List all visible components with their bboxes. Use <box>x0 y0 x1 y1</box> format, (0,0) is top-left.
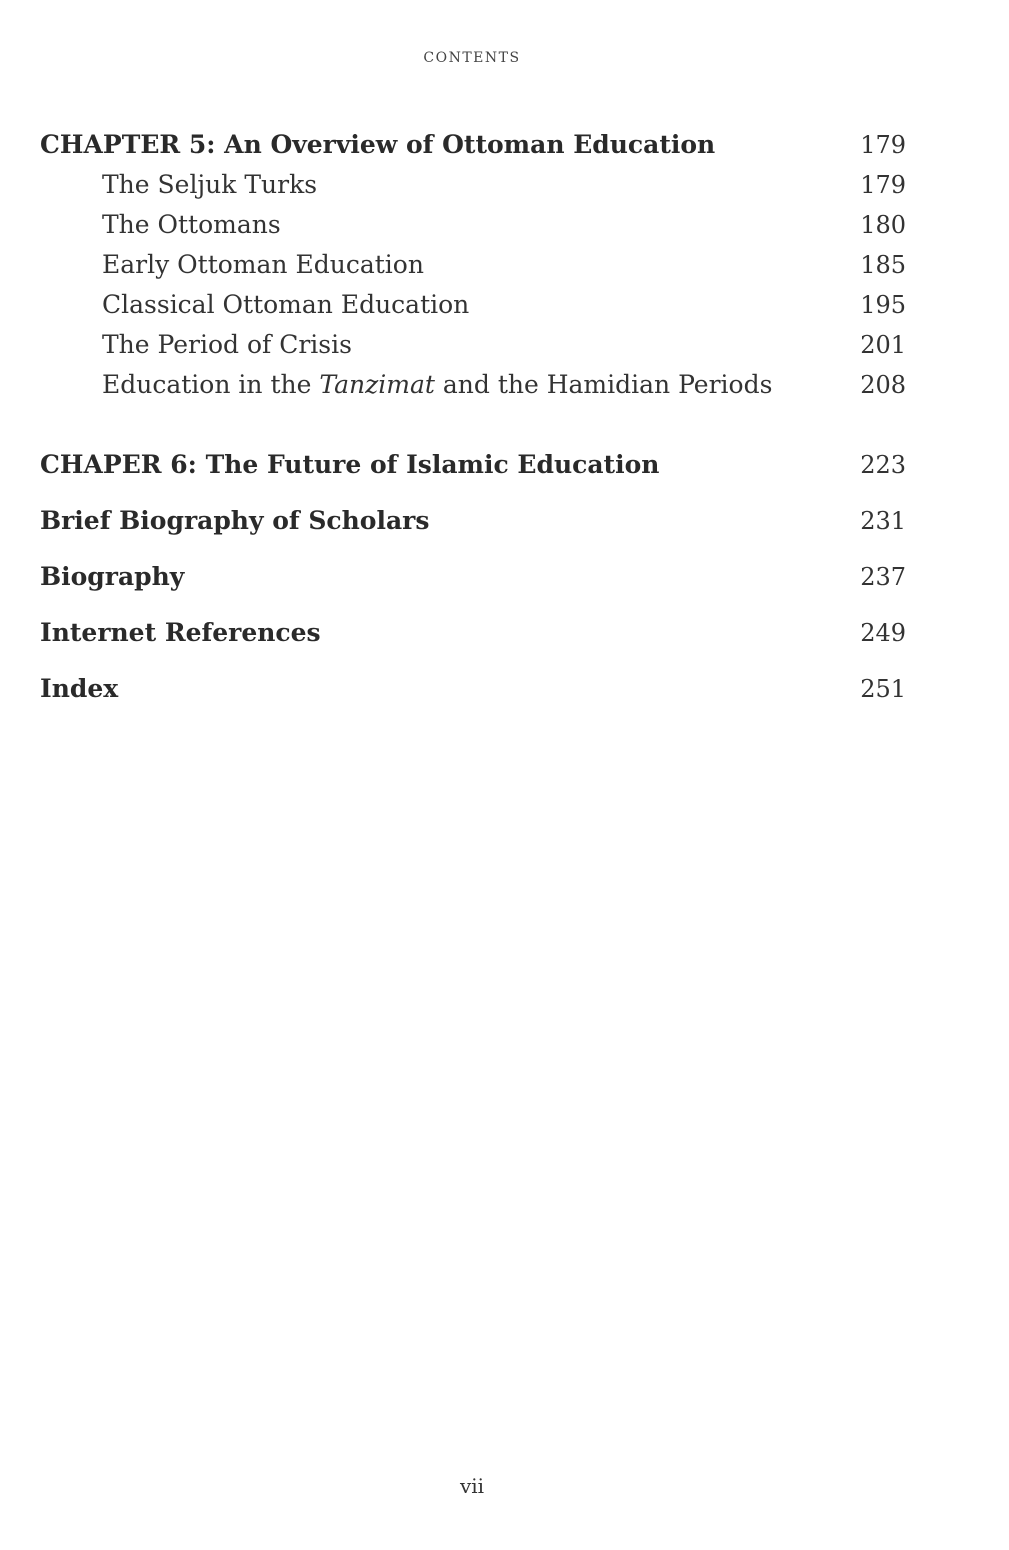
section-title: The Period of Crisis <box>102 330 352 359</box>
entry-title: Index <box>40 674 119 703</box>
section-title: The Ottomans <box>102 210 281 239</box>
toc-brief-biography[interactable] <box>40 501 906 541</box>
page-number: 201 <box>860 331 906 359</box>
toc-chapter-5[interactable] <box>40 125 906 165</box>
page-number: 179 <box>860 131 906 159</box>
section-title: Classical Ottoman Education <box>102 290 470 319</box>
toc-section[interactable] <box>40 205 906 245</box>
page-folio: vii <box>459 1474 485 1498</box>
section-title: Early Ottoman Education <box>102 250 424 279</box>
page-number: 249 <box>860 619 906 647</box>
page-number: 208 <box>860 371 906 399</box>
toc-internet-references[interactable] <box>40 613 906 653</box>
section-title-part: and the Hamidian Periods <box>434 370 773 399</box>
section-title <box>102 365 772 405</box>
toc-section[interactable] <box>40 245 906 285</box>
page-number: 185 <box>860 251 906 279</box>
page-number: 231 <box>860 507 906 535</box>
page-number: 180 <box>860 211 906 239</box>
toc-section[interactable] <box>40 285 906 325</box>
page-number: 237 <box>860 563 906 591</box>
entry-title: Brief Biography of Scholars <box>40 506 430 535</box>
toc-section[interactable] <box>40 365 906 405</box>
toc-biography[interactable] <box>40 557 906 597</box>
section-title: The Seljuk Turks <box>102 170 318 199</box>
section-title-italic: Tanzimat <box>319 370 435 399</box>
page-number: 251 <box>860 675 906 703</box>
page-number: 179 <box>860 171 906 199</box>
running-head: CONTENTS <box>423 50 521 66</box>
toc-section[interactable] <box>40 165 906 205</box>
entry-title: Internet References <box>40 618 321 647</box>
entry-title: Biography <box>40 562 185 591</box>
section-title-part: Education in the <box>102 370 320 399</box>
toc-section[interactable] <box>40 325 906 365</box>
table-of-contents <box>40 125 906 709</box>
toc-index[interactable] <box>40 669 906 709</box>
chapter-title: CHAPER 6: The Future of Islamic Education <box>40 450 660 479</box>
page-number: 223 <box>860 451 906 479</box>
page-number: 195 <box>860 291 906 319</box>
toc-chapter-6[interactable] <box>40 445 906 485</box>
chapter-title: CHAPTER 5: An Overview of Ottoman Education <box>40 130 716 159</box>
